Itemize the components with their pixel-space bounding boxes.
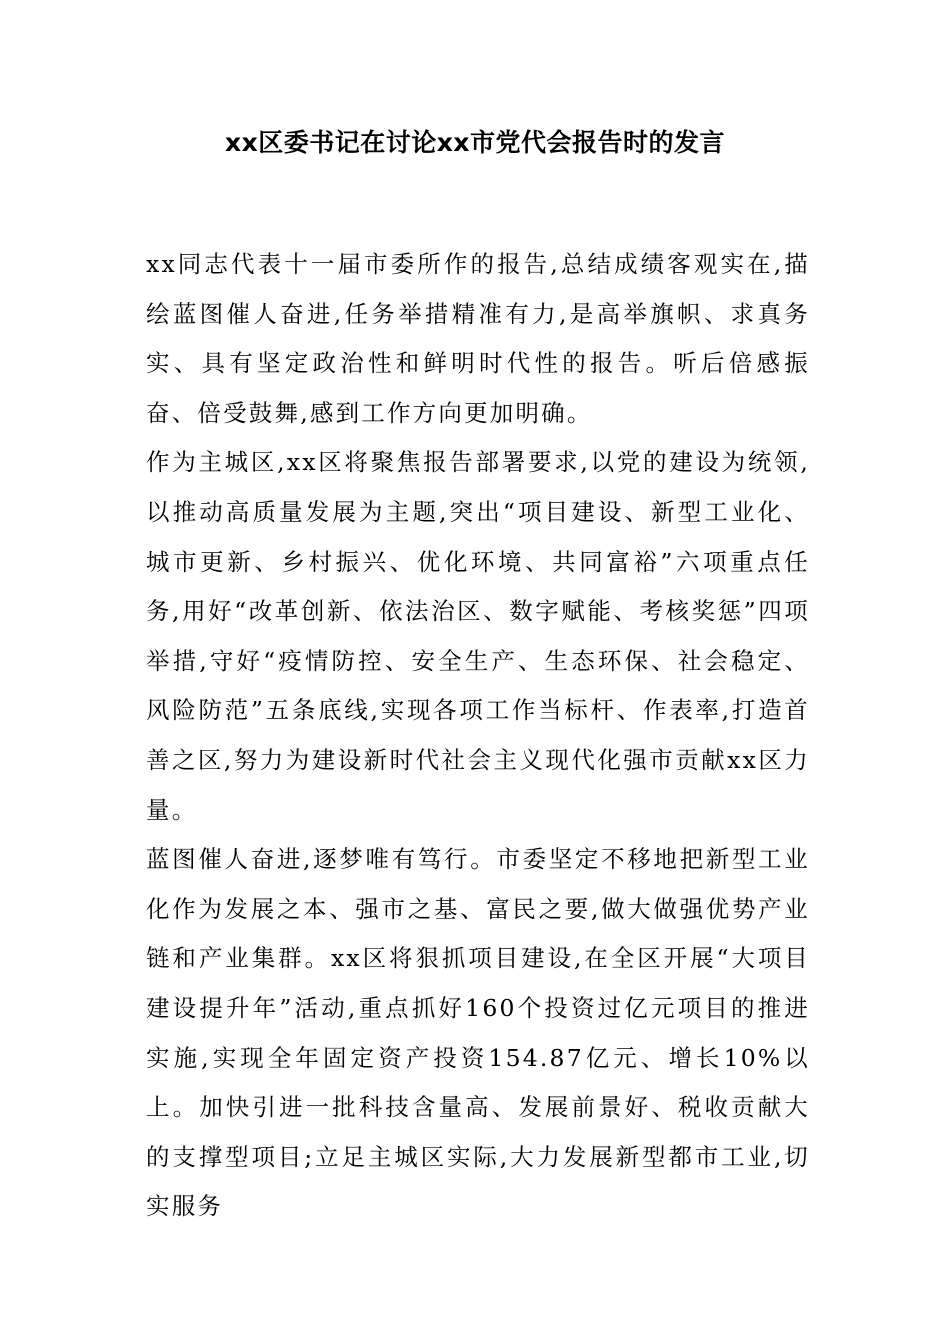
document-body <box>146 240 810 1232</box>
paragraph-3: 蓝图催人奋进,逐梦唯有笃行。市委坚定不移地把新型工业化作为发展之本、强市之基、富民之要,做大做强优势产业链和产业集群。xx区将狠抓项目建设,在全区开展“大项目建设提升年”活动,重点抓好160个投资过亿元项目的推进实施,实现全年固定资产投资154.87亿元、增长10%以上。加快引进一批科技含量高、发展前景好、税收贡献大的支撑型项目;立足主城区实际,大力发展新型都市工业,切实服务 <box>146 845 810 1221</box>
paragraph-2: 作为主城区,xx区将聚焦报告部署要求,以党的建设为统领,以推动高质量发展为主题,突出“项目建设、新型工业化、城市更新、乡村振兴、优化环境、共同富裕”六项重点任务,用好“改革创新、依法治区、数字赋能、考核奖惩”四项举措,守好“疫情防控、安全生产、生态环保、社会稳定、风险防范”五条底线,实现各项工作当标杆、作表率,打造首善之区,努力为建设新时代社会主义现代化强市贡献xx区力量。 <box>146 448 810 824</box>
document-title: xx区委书记在讨论xx市党代会报告时的发言 <box>224 128 725 157</box>
paragraph-1: xx同志代表十一届市委所作的报告,总结成绩客观实在,描绘蓝图催人奋进,任务举措精准有力,是高举旗帜、求真务实、具有坚定政治性和鲜明时代性的报告。听后倍感振奋、倍受鼓舞,感到工作方向更加明确。 <box>146 250 810 427</box>
